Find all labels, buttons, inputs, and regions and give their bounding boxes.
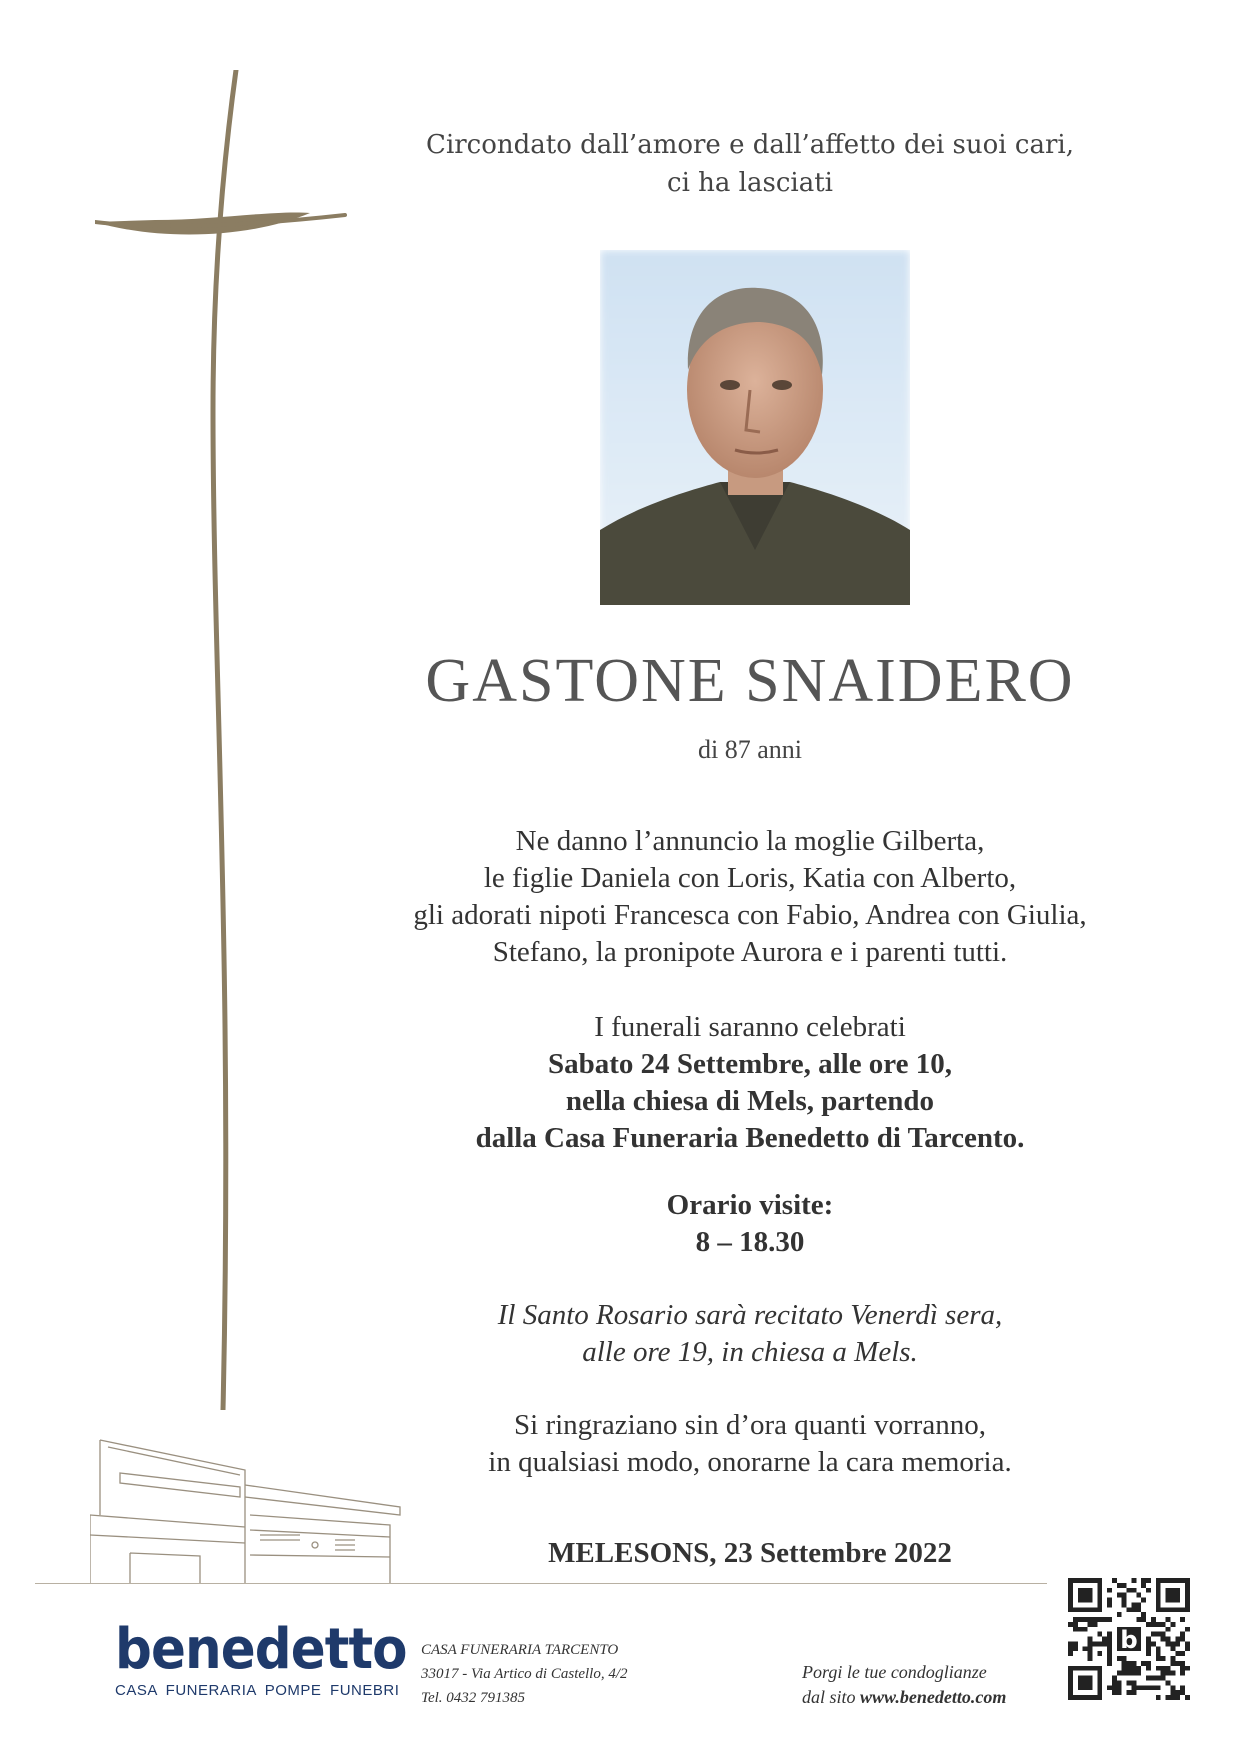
family-announcement [360,823,1140,971]
visiting-hours [360,1187,1140,1261]
brand-logo [115,1617,432,1699]
building-illustration [90,1435,405,1585]
deceased-name: GASTONE SNAIDERO [425,647,1075,715]
condolence-note [802,1660,1006,1710]
family-line-4: Stefano, la pronipote Aurora e i parenti tutti. [492,936,1008,968]
footer-divider [35,1583,1047,1584]
condolence-line-1: Porgi le tue condoglianze [802,1662,987,1682]
qr-code-icon[interactable] [1068,1578,1190,1700]
funeral-home-address [421,1638,628,1710]
portrait-photo [600,250,910,605]
visiting-hours-label: Orario visite: [666,1189,834,1221]
family-line-1: Ne danno l’annuncio la moglie Gilberta, [515,825,985,857]
thanks-line-1: Si ringraziano sin d’ora quanti vorranno, [514,1409,986,1441]
address-line-3: Tel. 0432 791385 [421,1690,526,1706]
funeral-line-3: nella chiesa di Mels, partendo [565,1085,935,1117]
visiting-hours-value: 8 – 18.30 [695,1226,805,1258]
rosary-line-2: alle ore 19, in chiesa a Mels. [582,1336,918,1368]
address-line-2: 33017 - Via Artico di Castello, 4/2 [421,1666,628,1682]
funeral-line-2: Sabato 24 Settembre, alle ore 10, [547,1048,953,1080]
rosary-line-1: Il Santo Rosario sarà recitato Venerdì sera, [497,1299,1003,1331]
logo-tagline: CASA FUNERARIA POMPE FUNEBRI [115,1682,400,1699]
rosary-notice [360,1297,1140,1371]
family-line-3: gli adorati nipoti Francesca con Fabio, Andrea con Giulia, [413,899,1087,931]
condolence-prefix: dal sito [802,1687,856,1707]
thanks-notice [360,1407,1140,1481]
intro-line-2: ci ha lasciati [667,168,833,198]
deceased-age: di 87 anni [698,735,802,764]
funeral-line-4: dalla Casa Funeraria Benedetto di Tarcento. [475,1122,1025,1154]
address-line-1: CASA FUNERARIA TARCENTO [421,1642,619,1658]
family-line-2: le figlie Daniela con Loris, Katia con Alberto, [483,862,1017,894]
cross-ornament [95,70,355,1410]
logo-wordmark: benedetto [115,1617,407,1682]
place-date: MELESONS, 23 Settembre 2022 [548,1537,952,1569]
intro-text [360,126,1140,202]
qr-center-mark: b [1120,1624,1138,1654]
intro-line-1: Circondato dall’amore e dall’affetto dei suoi cari, [426,130,1074,160]
condolence-site-link[interactable]: www.benedetto.com [860,1687,1007,1707]
funeral-line-1: I funerali saranno celebrati [594,1011,906,1043]
condolence-line-2 [802,1685,1006,1710]
funeral-details [360,1009,1140,1157]
thanks-line-2: in qualsiasi modo, onorarne la cara memoria. [488,1446,1012,1478]
